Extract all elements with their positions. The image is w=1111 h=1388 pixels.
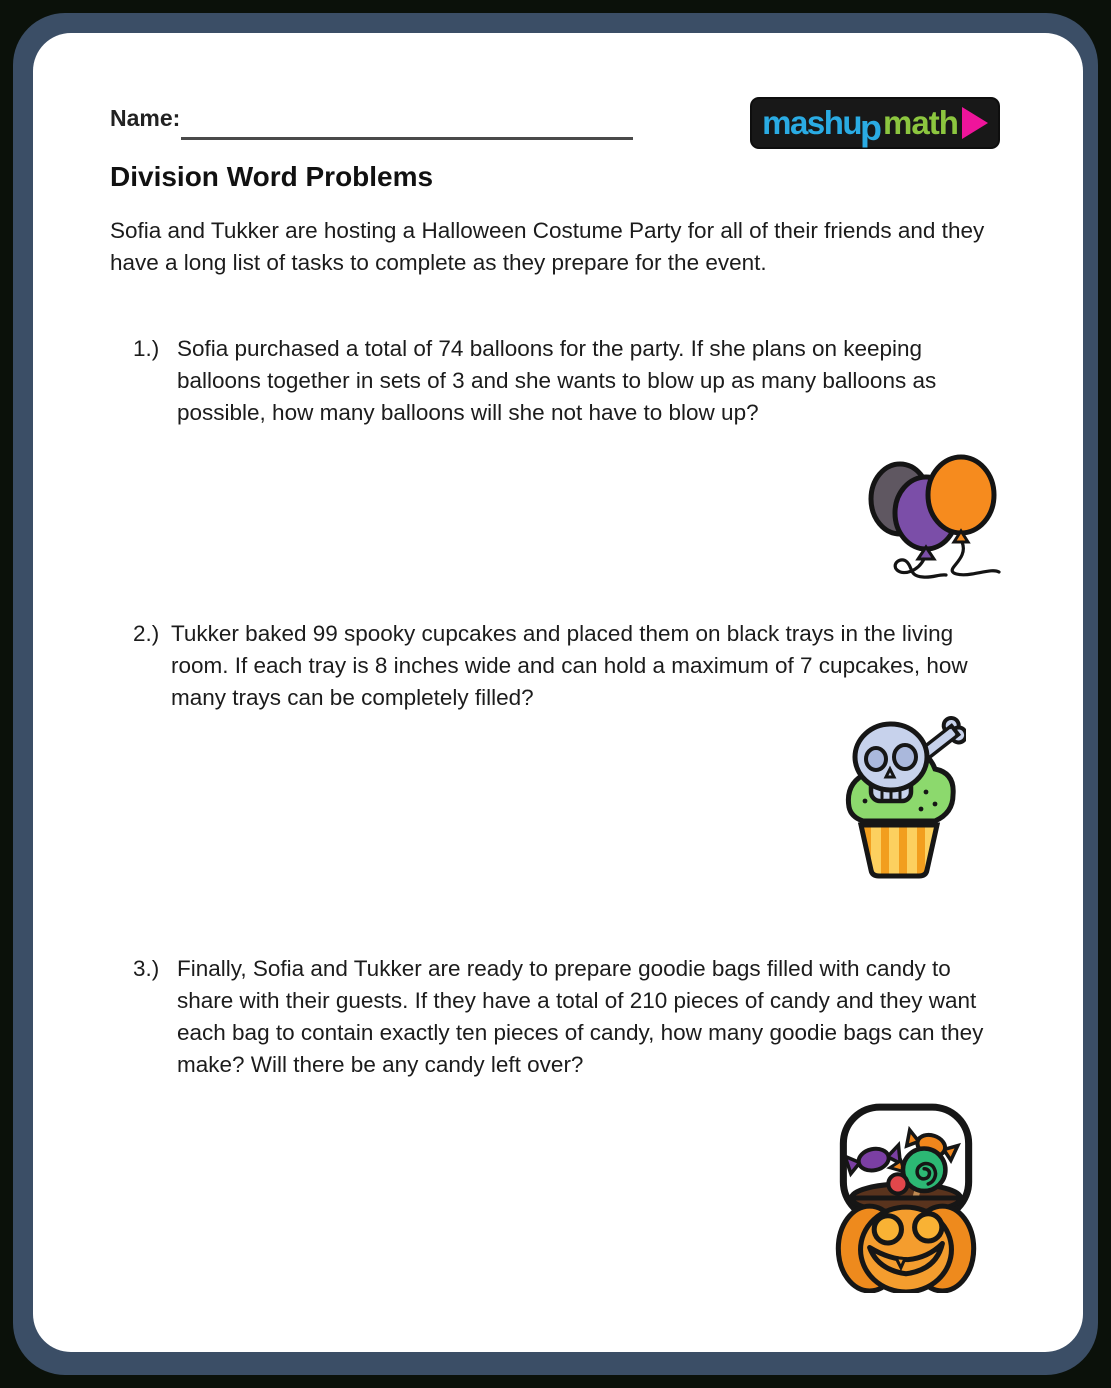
- speckle: [863, 799, 868, 804]
- logo-text-math: math: [883, 104, 958, 141]
- candy-red-icon: [888, 1174, 907, 1193]
- worksheet-title: Division Word Problems: [110, 161, 434, 192]
- name-label: Name:: [110, 105, 181, 131]
- balloon-string: [952, 542, 999, 575]
- mashupmath-logo: [752, 99, 998, 147]
- logo-text-mashu: mashu: [762, 104, 862, 141]
- intro-paragraph: Sofia and Tukker are hosting a Halloween Costume Party for all of their friends and they have a long list of tasks to complete as they prepare for the event.: [110, 218, 985, 275]
- pumpkin-candy-bucket-illustration: [833, 1097, 979, 1293]
- name-fill-in-line: [181, 97, 633, 140]
- problem-text: Sofia purchased a total of 74 balloons for the party. If she plans on keeping balloons together in sets of 3 and she wants to blow up as many balloons as possible, how many balloons will she not have to blow up?: [177, 336, 937, 425]
- skull-cupcake-illustration: [833, 707, 966, 882]
- play-triangle-icon: [962, 107, 988, 139]
- speckle: [933, 802, 938, 807]
- problem-item-1: [133, 333, 995, 429]
- speckle: [919, 807, 924, 812]
- problem-number: 3.): [133, 956, 160, 981]
- balloon-string: [895, 559, 946, 577]
- balloon-orange: [928, 457, 994, 533]
- pumpkin-body: [838, 1206, 973, 1292]
- pumpkin-candy-bucket-icon: [833, 1097, 979, 1293]
- problem-item-2: [133, 618, 989, 714]
- problem-text: Tukker baked 99 spooky cupcakes and placed them on black trays in the living room. If each tray is 8 inches wide and can hold a maximum of 7 cupcakes, how many trays can be completely filled?: [171, 621, 968, 710]
- balloons-icon: [860, 435, 1002, 582]
- problem-number: 1.): [133, 336, 160, 361]
- problem-text: Finally, Sofia and Tukker are ready to prepare goodie bags filled with candy to share with their guests. If they have a total of 210 pieces of candy and they want each bag to contain exactly ten pieces of candy, how many goodie bags can they make? Will there be any candy left over?: [177, 956, 984, 1077]
- problem-item-3: [133, 953, 995, 1081]
- cupcake-cup: [861, 823, 937, 879]
- problem-number: 2.): [133, 621, 160, 646]
- speckle: [924, 790, 929, 795]
- balloons-illustration: [860, 435, 1002, 582]
- logo-text-p: p: [860, 107, 883, 148]
- skull-cupcake-icon: [833, 707, 966, 882]
- worksheet-page: [33, 33, 1083, 1352]
